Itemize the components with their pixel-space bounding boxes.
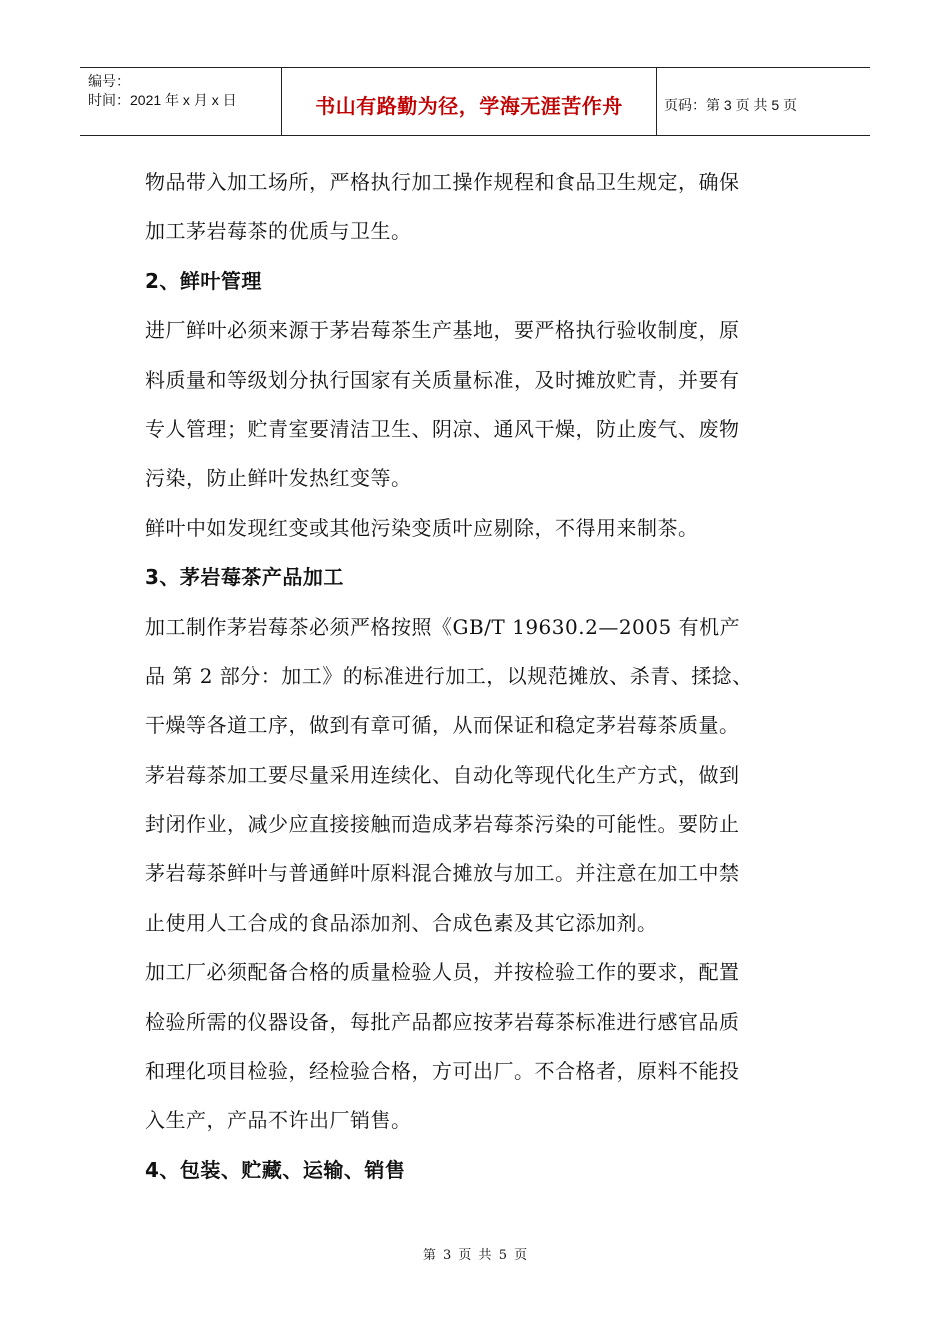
serial-number-label: 编号： bbox=[88, 73, 130, 89]
body-text-line: 干燥等各道工序，做到有章可循，从而保证和稳定茅岩莓茶质量。 bbox=[145, 713, 740, 738]
document-body bbox=[145, 158, 805, 1195]
body-text-line: 污染，防止鲜叶发热红变等。 bbox=[145, 466, 412, 491]
header-page-code: 页码：第 3 页 共 5 页 bbox=[664, 96, 798, 113]
body-text-line: 加工制作茅岩莓茶必须严格按照《GB/T 19630.2—2005 有机产 bbox=[145, 614, 741, 639]
header-meta-cell bbox=[80, 68, 281, 135]
body-text-line: 和理化项目检验，经检验合格，方可出厂。不合格者，原料不能投 bbox=[145, 1059, 740, 1084]
body-text-line: 止使用人工合成的食品添加剂、合成色素及其它添加剂。 bbox=[145, 910, 658, 935]
body-text-line: 加工茅岩莓茶的优质与卫生。 bbox=[145, 219, 412, 244]
body-text-line: 物品带入加工场所，严格执行加工操作规程和食品卫生规定，确保 bbox=[145, 170, 740, 194]
body-text-line: 封闭作业，减少应直接接触而造成茅岩莓茶污染的可能性。要防止 bbox=[145, 812, 740, 837]
body-text-line: 鲜叶中如发现红变或其他污染变质叶应剔除，不得用来制茶。 bbox=[145, 515, 699, 540]
body-text-line: 加工厂必须配备合格的质量检验人员，并按检验工作的要求，配置 bbox=[145, 960, 740, 985]
section-heading: 4、包装、贮藏、运输、销售 bbox=[145, 1157, 406, 1182]
header-page-cell bbox=[657, 68, 870, 135]
body-text-line: 专人管理；贮青室要清洁卫生、阴凉、通风干燥，防止废气、废物 bbox=[145, 416, 740, 441]
body-text-line: 茅岩莓茶加工要尽量采用连续化、自动化等现代化生产方式，做到 bbox=[145, 762, 740, 787]
section-heading: 2、鲜叶管理 bbox=[145, 268, 262, 293]
body-text-line: 进厂鲜叶必须来源于茅岩莓茶生产基地，要严格执行验收制度，原 bbox=[145, 318, 740, 343]
header-motto: 书山有路勤为径，学海无涯苦作舟 bbox=[315, 94, 623, 118]
page-footer bbox=[0, 1244, 950, 1263]
date-label: 时间：2021 年 x 月 x 日 bbox=[88, 92, 237, 108]
body-text-line: 检验所需的仪器设备，每批产品都应按茅岩莓茶标准进行感官品质 bbox=[145, 1009, 740, 1034]
section-heading: 3、茅岩莓茶产品加工 bbox=[145, 565, 344, 590]
body-text-line: 入生产，产品不许出厂销售。 bbox=[145, 1108, 412, 1133]
header-motto-cell bbox=[281, 68, 657, 135]
body-text-line: 品 第 2 部分：加工》的标准进行加工，以规范摊放、杀青、揉捻、 bbox=[145, 663, 753, 688]
body-text-line: 茅岩莓茶鲜叶与普通鲜叶原料混合摊放与加工。并注意在加工中禁 bbox=[145, 861, 740, 886]
body-text-line: 料质量和等级划分执行国家有关质量标准，及时摊放贮青，并要有 bbox=[145, 367, 740, 392]
document-header bbox=[80, 67, 870, 136]
footer-page-number: 第 3 页 共 5 页 bbox=[422, 1248, 528, 1263]
